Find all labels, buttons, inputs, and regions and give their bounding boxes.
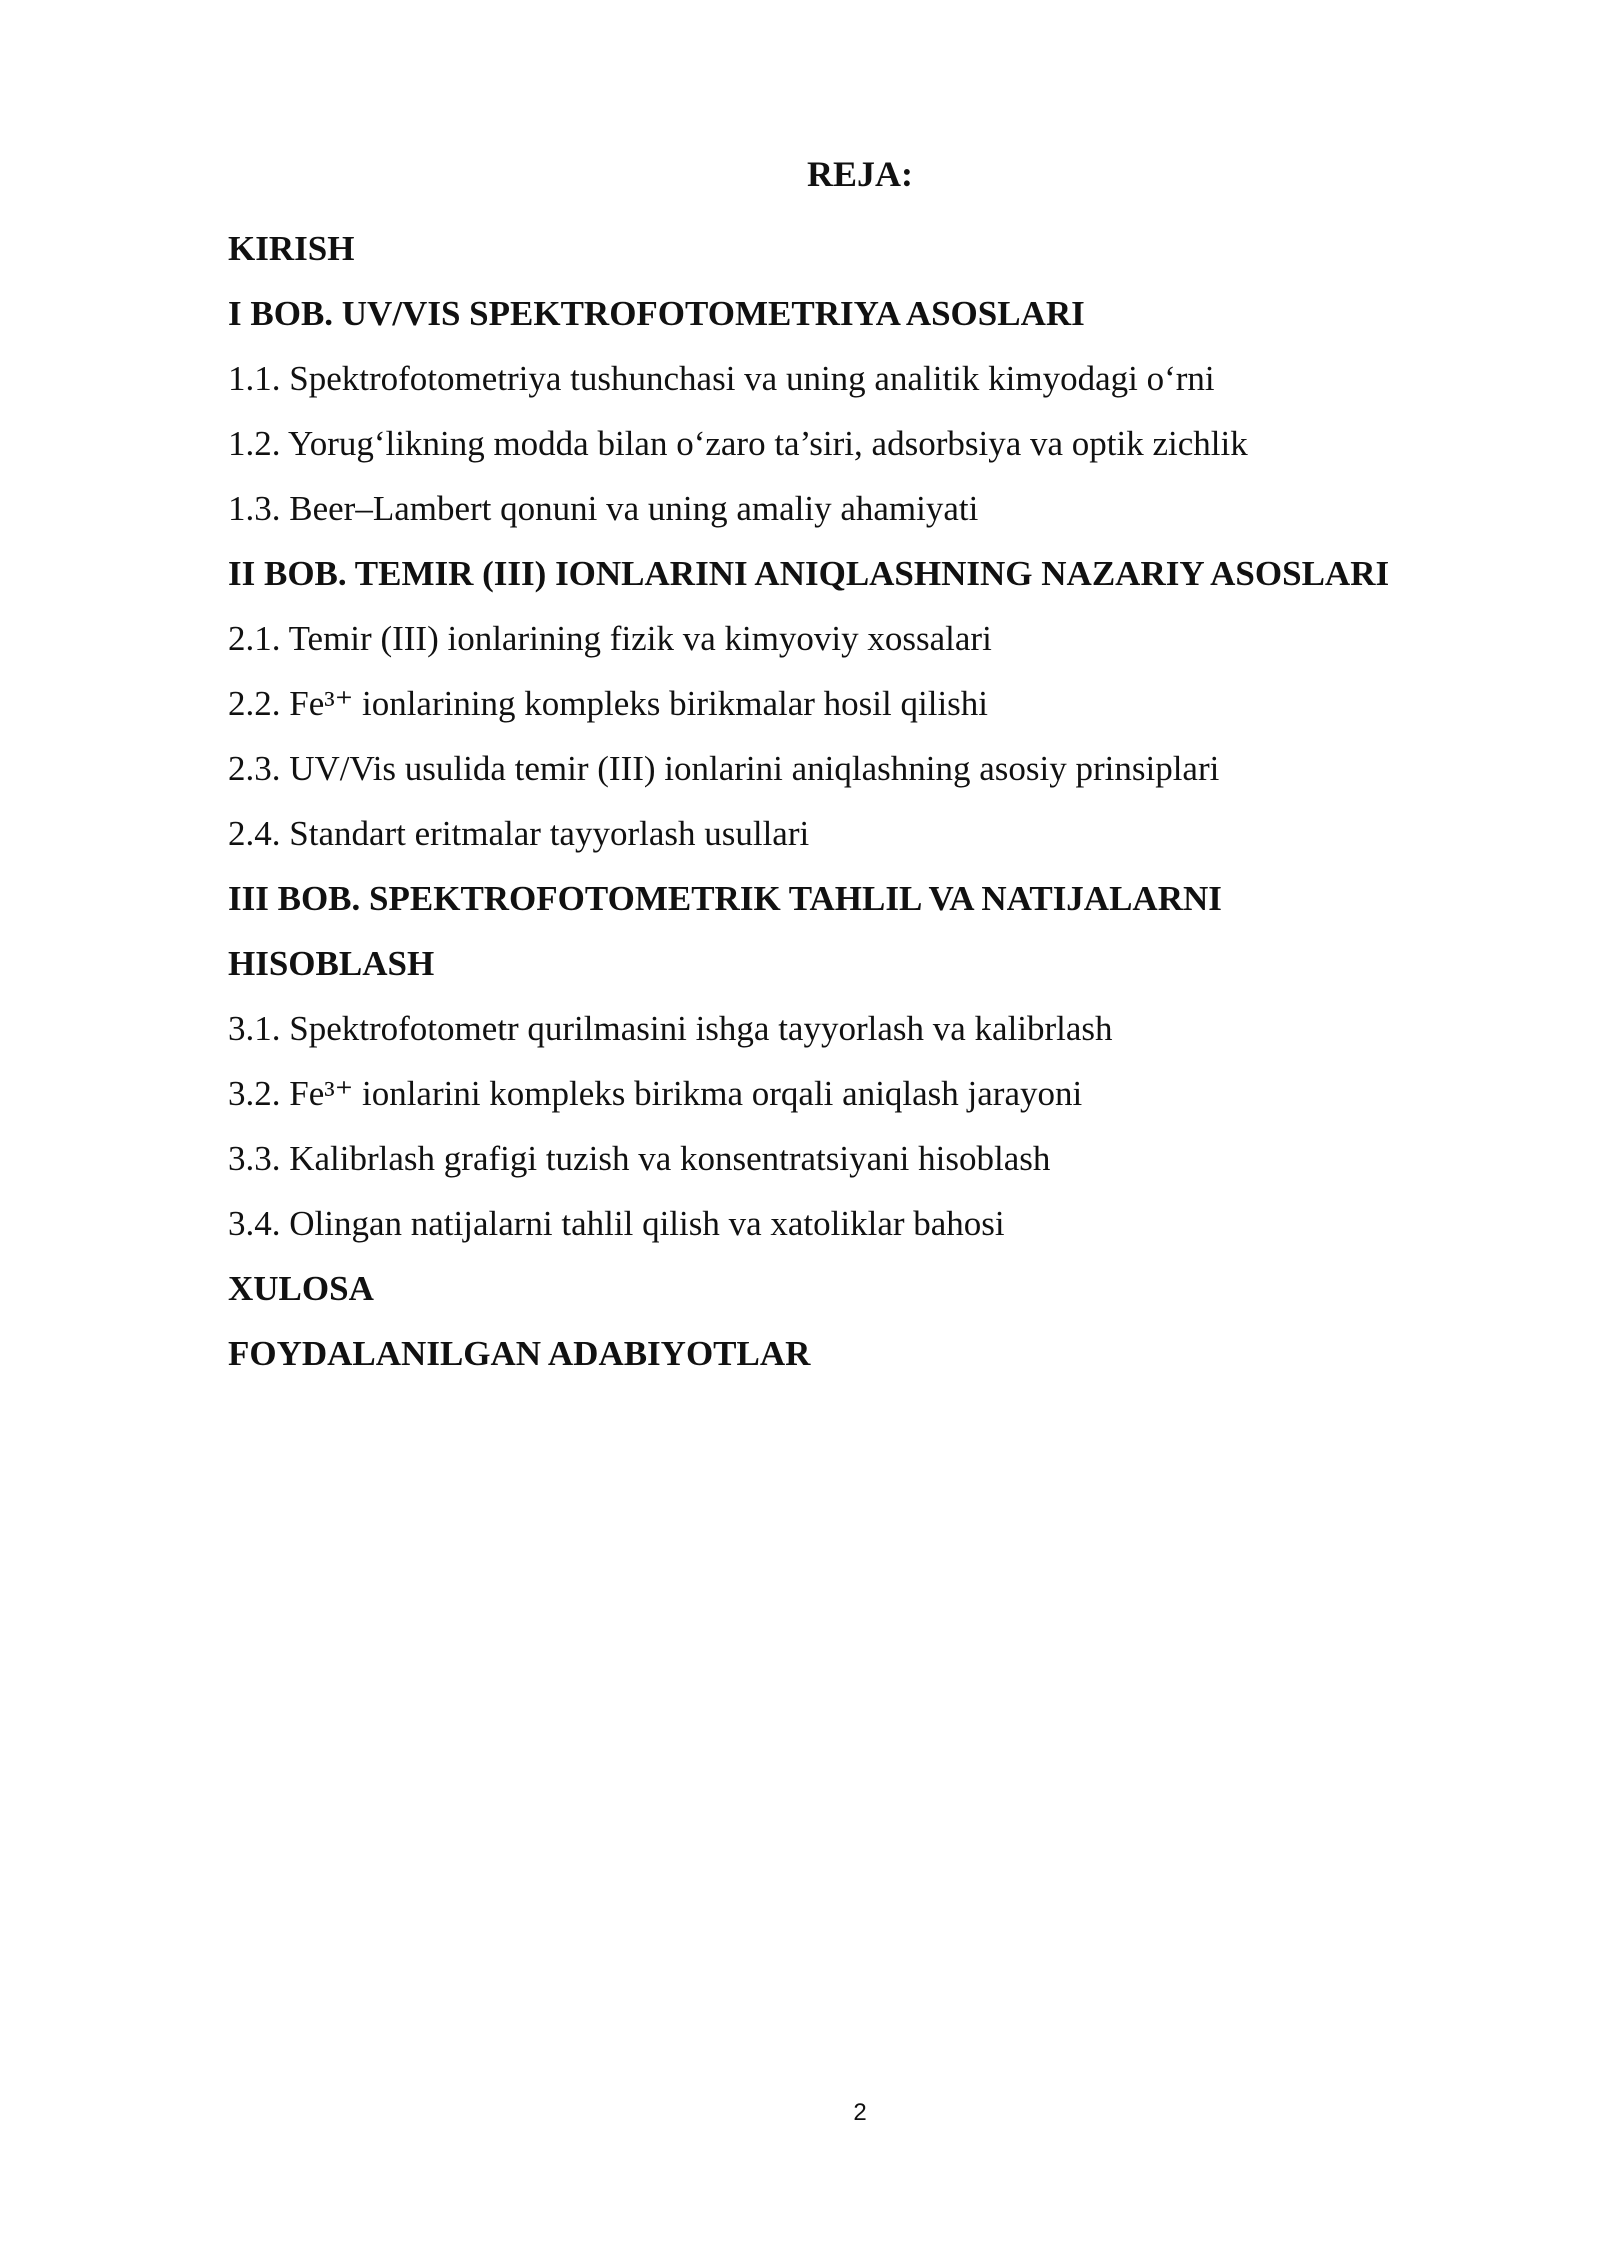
toc-item-1-2: 1.2. Yorug‘likning modda bilan o‘zaro ta’siri, adsorbsiya va optik zichlik — [228, 424, 1248, 463]
toc-item-2-1: 2.1. Temir (III) ionlarining fizik va kimyoviy xossalari — [228, 619, 992, 658]
table-of-contents — [228, 216, 1528, 1386]
toc-heading-adabiyotlar: FOYDALANILGAN ADABIYOTLAR — [228, 1334, 811, 1373]
toc-item-2-4: 2.4. Standart eritmalar tayyorlash usullari — [228, 814, 810, 853]
toc-item-2-3: 2.3. UV/Vis usulida temir (III) ionlarini aniqlashning asosiy prinsiplari — [228, 749, 1220, 788]
toc-item-1-3: 1.3. Beer–Lambert qonuni va uning amaliy ahamiyati — [228, 489, 979, 528]
toc-item-3-1: 3.1. Spektrofotometr qurilmasini ishga tayyorlash va kalibrlash — [228, 1009, 1113, 1048]
page-number: 2 — [853, 2099, 867, 2126]
toc-item-3-2: 3.2. Fe³⁺ ionlarini kompleks birikma orqali aniqlash jarayoni — [228, 1074, 1083, 1113]
toc-item-1-1: 1.1. Spektrofotometriya tushunchasi va uning analitik kimyodagi o‘rni — [228, 359, 1215, 398]
toc-item-3-3: 3.3. Kalibrlash grafigi tuzish va konsentratsiyani hisoblash — [228, 1139, 1051, 1178]
toc-heading-chapter-1: I BOB. UV/VIS SPEKTROFOTOMETRIYA ASOSLARI — [228, 294, 1085, 333]
toc-heading-xulosa: XULOSA — [228, 1269, 374, 1308]
toc-heading-chapter-3: III BOB. SPEKTROFOTOMETRIK TAHLIL VA NATIJALARNI — [228, 879, 1222, 918]
toc-heading-chapter-3-cont: HISOBLASH — [228, 944, 435, 983]
toc-item-3-4: 3.4. Olingan natijalarni tahlil qilish va xatoliklar bahosi — [228, 1204, 1005, 1243]
page-title: REJA: — [807, 154, 913, 194]
toc-heading-kirish: KIRISH — [228, 229, 355, 268]
toc-item-2-2: 2.2. Fe³⁺ ionlarining kompleks birikmalar hosil qilishi — [228, 684, 989, 723]
toc-heading-chapter-2: II BOB. TEMIR (III) IONLARINI ANIQLASHNING NAZARIY ASOSLARI — [228, 554, 1390, 593]
